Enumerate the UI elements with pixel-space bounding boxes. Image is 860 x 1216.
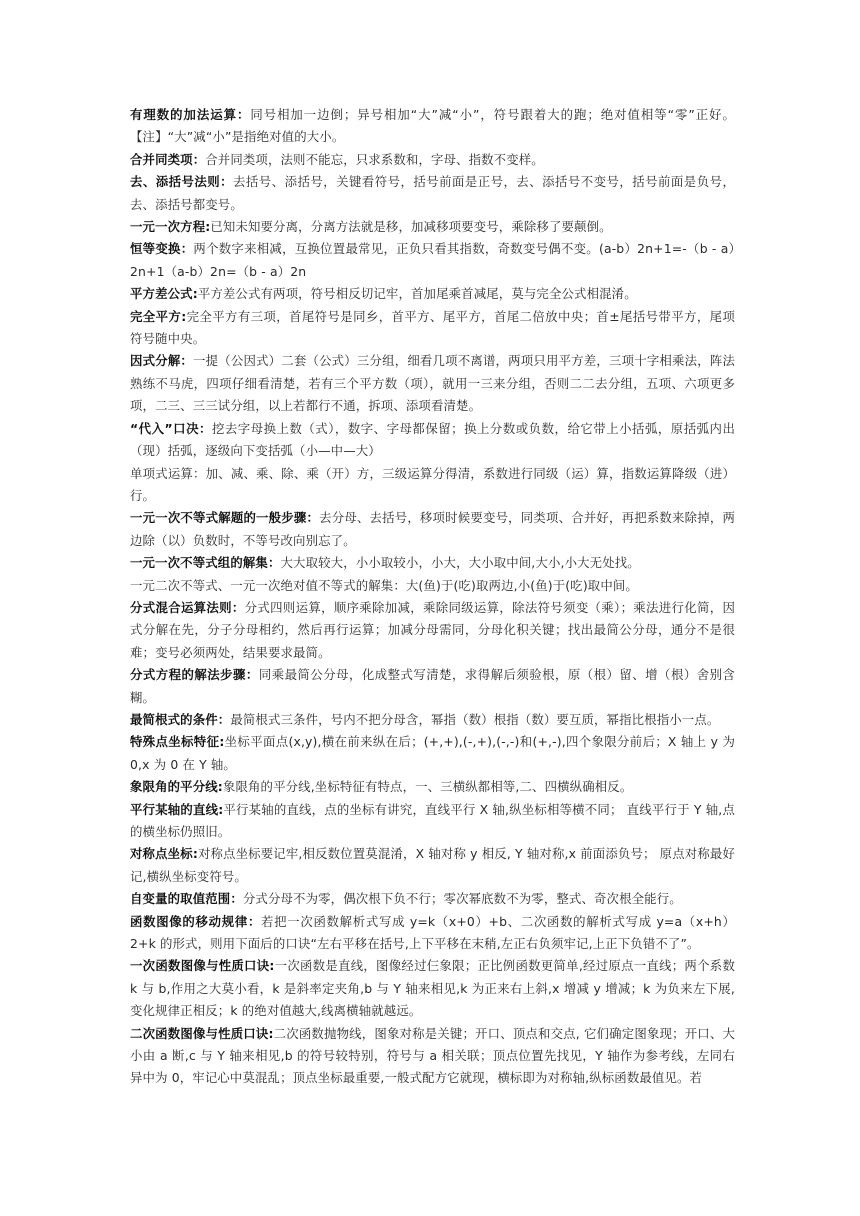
paragraph-text: 完全平方有三项，首尾符号是同乡，首平方、尾平方，首尾二倍放中央；首±尾括号带平方，尾项符号随中央。: [130, 308, 735, 347]
paragraph-text: 两个数字来相减，互换位置最常见，正负只看其指数，奇数变号偶不变。(a-b）2n+1=-（b - a）2n+1（a-b）2n=（b - a）2n: [130, 241, 735, 279]
paragraph-combine-like-terms: [130, 149, 735, 171]
term-title: 自变量的取值范围: [130, 891, 231, 907]
term-title: 一元一次不等式组的解集: [130, 555, 268, 571]
term-title: 一次函数图像与性质口诀: [130, 958, 270, 974]
paragraph-text: 去分母、去括号，移项时候要变号，同类项、合并好，再把系数来除掉，两边除（以）负数时，不等号改向别忘了。: [130, 510, 735, 548]
paragraph-text: 一提（公因式）二套（公式）三分组，细看几项不离谱，两项只用平方差，三项十字相乘法，阵法熟练不马虎，四项仔细看清楚，若有三个平方数（项），就用一三来分组，否则二二去分组，五项、六项更多项，二三、三三试分组，以上若都行不通，拆项、添项看清楚。: [130, 353, 735, 414]
term-separator: ：: [306, 510, 320, 526]
term-separator: ：: [199, 420, 212, 436]
paragraph-text: 一次函数是直线，图像经过仨象限；正比例函数更简单,经过原点一直线；两个系数 k 与 b,作用之大莫小看，k 是斜率定夹角,b 与 Y 轴来相见,k 为正来右上斜,x 增减 y 增减；k 为负来左下展,变化规律正相反；k 的绝对值越大,线离横轴就越远。: [130, 958, 735, 1019]
term-separator: :: [269, 958, 275, 974]
term-title: 特殊点坐标特征: [130, 734, 220, 750]
term-separator: :: [268, 1025, 274, 1041]
term-title: 象限角的平分线: [130, 779, 218, 795]
term-title: 平行某轴的直线: [130, 801, 219, 817]
paragraph-inequality-steps: [130, 507, 735, 552]
paragraph-inequality-system: [130, 552, 735, 574]
paragraph-perfect-square: [130, 306, 735, 351]
paragraph-substitution: [130, 418, 735, 463]
term-separator: ：: [236, 107, 251, 122]
paragraph-fraction-equation: [130, 664, 735, 709]
term-title: 二次函数图像与性质口诀: [130, 1025, 269, 1041]
paragraph-graph-translation: [130, 911, 735, 956]
term-separator: ：: [192, 151, 206, 167]
paragraph-monomial: [130, 463, 735, 508]
term-separator: ：: [245, 667, 259, 683]
paragraph-text: 坐标平面点(x,y),横在前来纵在后；(+,+),(-,+),(-,-)和(+,-),四个象限分前后；X 轴上 y 为 0,x 为 0 在 Y 轴。: [130, 734, 735, 772]
term-separator: :: [219, 734, 225, 750]
paragraph-factorization: [130, 350, 735, 417]
term-separator: ：: [231, 599, 245, 615]
paragraph-text: 同乘最简公分母，化成整式写清楚，求得解后须验根，原（根）留、增（根）舍别含糊。: [130, 667, 735, 705]
document-page: [130, 104, 735, 1090]
term-title: 对称点坐标: [130, 846, 193, 862]
paragraph-difference-of-squares: [130, 283, 735, 305]
paragraph-text: 单项式运算：加、减、乘、除、乘（开）方，三级运算分得清，系数进行同级（运）算，指数运算降级（进）行。: [130, 465, 735, 503]
term-separator: ：: [180, 353, 194, 369]
paragraph-text: 大大取较大，小小取较小，小大，大小取中间,大小,小大无处找。: [280, 555, 640, 571]
term-title: 合并同类项: [130, 151, 193, 167]
term-title: 完全平方: [130, 308, 182, 324]
paragraph-special-points: [130, 731, 735, 776]
paragraph-parallel-lines: [130, 799, 735, 844]
term-separator: :: [205, 219, 211, 235]
paragraph-quadratic-inequality: [130, 575, 735, 597]
paragraph-fraction-operations: [130, 597, 735, 664]
paragraph-linear-equation: [130, 216, 735, 238]
term-separator: :: [181, 308, 187, 324]
paragraph-text: 对称点坐标要记牢,相反数位置莫混淆，X 轴对称 y 相反, Y 轴对称,x 前面添负号； 原点对称最好记,横纵坐标变符号。: [130, 846, 736, 884]
paragraph-text: 分式四则运算，顺序乘除加减，乘除同级运算，除法符号须变（乘）；乘法进行化简，因式分解在先，分子分母相约，然后再行运算；加减分母需同，分母化积关键；找出最简公分母，通分不是很难；变号必须两处，结果要求最简。: [130, 599, 736, 660]
paragraph-symmetric-points: [130, 843, 735, 888]
paragraph-identity: [130, 238, 735, 283]
term-separator: :: [217, 779, 223, 795]
paragraph-text: 去括号、添括号，关键看符号，括号前面是正号，去、添括号不变号，括号前面是负号，去、添括号都变号。: [130, 174, 735, 212]
paragraph-text: 同号相加一边倒；异号相加“大”减“小”，符号跟着大的跑；绝对值相等“零”正好。【注】“大”减“小”是指绝对值的大小。: [130, 107, 736, 145]
paragraph-text: 平行某轴的直线，点的坐标有讲究，直线平行 X 轴,纵坐标相等横不同； 直线平行于 Y 轴,点的横坐标仍照旧。: [130, 801, 735, 839]
term-title: 有理数的加法运算: [130, 107, 237, 122]
term-separator: :: [192, 286, 198, 302]
term-title: 因式分解: [130, 353, 181, 369]
term-separator: ：: [217, 711, 231, 727]
term-title: 一元一次不等式解题的一般步骤: [130, 510, 307, 526]
term-title: 分式方程的解法步骤: [130, 667, 246, 683]
term-separator: ：: [247, 913, 262, 929]
term-separator: ：: [267, 555, 281, 571]
term-title: 最简根式的条件: [130, 711, 218, 727]
paragraph-text: 二次函数抛物线，图象对称是关键；开口、顶点和交点, 它们确定图象现；开口、大小由 a 断,c 与 Y 轴来相见,b 的符号较特别，符号与 a 相关联；顶点位置先找见，Y 轴作为参考线，左同右异中为 0，牢记心中莫混乱；顶点坐标最重要,一般式配方它就现，横标即为对称轴,纵标函数最值见。若: [130, 1025, 736, 1086]
term-title: 函数图像的移动规律: [130, 913, 248, 929]
term-separator: :: [218, 801, 224, 817]
paragraph-linear-function: [130, 955, 735, 1022]
paragraph-quadrant-bisector: [130, 776, 735, 798]
term-title: 分式混合运算法则: [130, 599, 232, 615]
paragraph-text: 分式分母不为零，偶次根下负不行；零次幂底数不为零，整式、奇次根全能行。: [242, 891, 682, 907]
term-title: “代入”口决: [130, 420, 200, 436]
paragraph-quadratic-function: [130, 1023, 735, 1090]
term-separator: ：: [180, 241, 194, 257]
term-title: 去、添括号法则: [130, 174, 221, 190]
paragraph-text: 象限角的平分线,坐标特征有特点，一、三横纵都相等,二、四横纵确相反。: [222, 779, 633, 795]
paragraph-text: 挖去字母换上数（式），数字、字母都保留；换上分数或负数，给它带上小括弧，原括弧内出（现）括弧，逐级向下变括弧（小—中—大）: [130, 420, 735, 459]
paragraph-text: 合并同类项，法则不能忘，只求系数和，字母、指数不变样。: [205, 151, 544, 167]
paragraph-domain: [130, 888, 735, 910]
term-separator: ：: [230, 891, 243, 907]
term-separator: :: [192, 846, 198, 862]
term-title: 一元一次方程: [130, 219, 206, 235]
paragraph-text: 若把一次函数解析式写成 y=k（x+0）+b、二次函数的解析式写成 y=a（x+h）2+k 的形式，则用下面后的口诀“左右平移在括号,上下平移在末稍,左正右负须牢记,上正下负错不了”。: [130, 913, 735, 952]
paragraph-simplest-radical: [130, 709, 735, 731]
paragraph-text: 已知未知要分离，分离方法就是移，加减移项要变号，乘除移了要颠倒。: [210, 219, 612, 235]
paragraph-brackets: [130, 171, 735, 216]
term-separator: ：: [220, 174, 234, 190]
paragraph-text: 最简根式三条件，号内不把分母含，幂指（数）根指（数）要互质，幂指比根指小一点。: [230, 711, 720, 727]
term-title: 恒等变换: [130, 241, 181, 257]
paragraph-text: 平方差公式有两项，符号相反切记牢，首加尾乘首减尾，莫与完全公式相混淆。: [197, 286, 637, 302]
paragraph-text: 一元二次不等式、一元一次绝对值不等式的解集：大(鱼)于(吃)取两边,小(鱼)于(吃)取中间。: [130, 577, 638, 593]
paragraph-addition: [130, 104, 735, 149]
term-title: 平方差公式: [130, 286, 193, 302]
